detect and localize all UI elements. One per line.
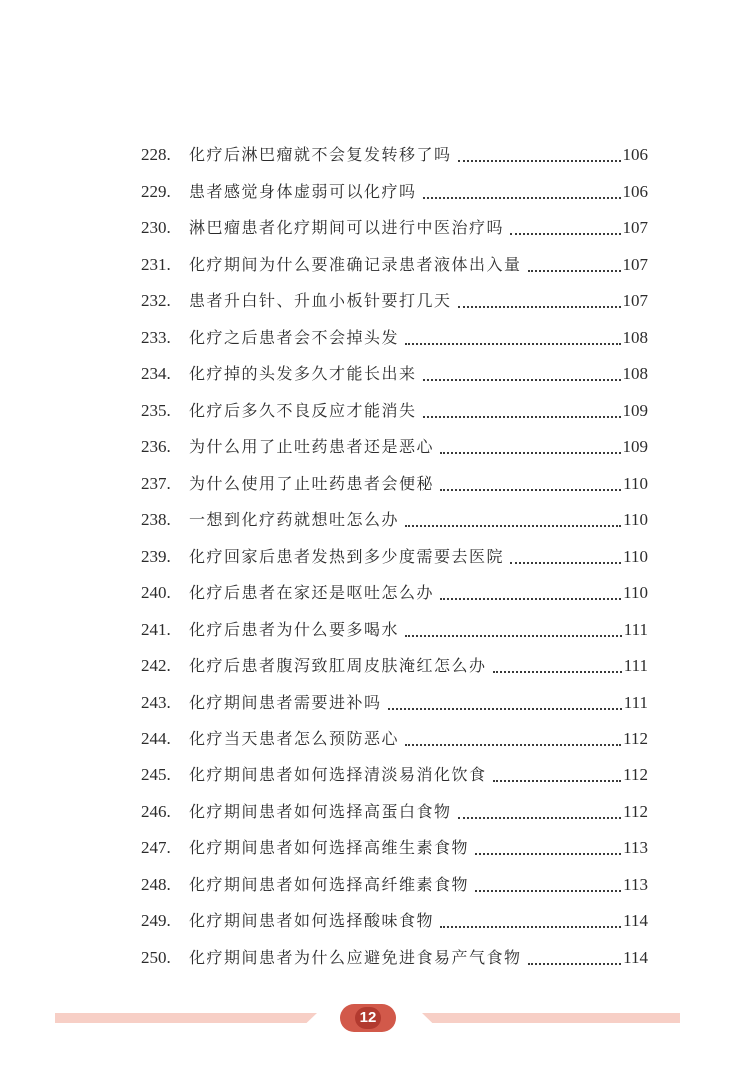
entry-number: 229.: [141, 181, 171, 201]
toc-entry[interactable]: [141, 903, 648, 939]
toc-entry[interactable]: [141, 575, 648, 611]
entry-number: 239.: [141, 546, 171, 566]
dot-leader: [388, 708, 622, 710]
entry-page: 107: [622, 254, 648, 274]
entry-page: 114: [623, 911, 648, 931]
entry-title: 化疗期间为什么要准确记录患者液体出入量: [189, 254, 522, 274]
page-footer: [0, 1000, 750, 1040]
dot-leader: [528, 963, 622, 965]
footer-decor-right: [422, 1013, 680, 1023]
entry-title: 化疗后多久不良反应才能消失: [189, 400, 417, 420]
entry-page: 107: [622, 291, 648, 311]
toc-entry[interactable]: [141, 939, 648, 975]
dot-leader: [405, 635, 622, 637]
entry-title: 患者感觉身体虚弱可以化疗吗: [189, 181, 417, 201]
table-of-contents: [141, 137, 648, 976]
entry-number: 241.: [141, 619, 171, 639]
entry-title: 化疗掉的头发多久才能长出来: [189, 364, 417, 384]
entry-page: 113: [623, 874, 648, 894]
entry-title: 化疗期间患者需要进补吗: [189, 692, 382, 712]
entry-page: 106: [622, 145, 648, 165]
dot-leader: [440, 598, 621, 600]
toc-entry[interactable]: [141, 283, 648, 319]
entry-page: 109: [622, 400, 648, 420]
entry-page: 110: [623, 546, 648, 566]
dot-leader: [405, 343, 620, 345]
entry-page: 113: [623, 838, 648, 858]
entry-number: 230.: [141, 218, 171, 238]
entry-page: 108: [622, 327, 648, 347]
page-number: 12: [355, 1007, 381, 1029]
dot-leader: [440, 926, 621, 928]
dot-leader: [405, 744, 621, 746]
entry-title: 化疗期间患者如何选择清淡易消化饮食: [189, 765, 487, 785]
entry-number: 248.: [141, 874, 171, 894]
entry-title: 化疗后淋巴瘤就不会复发转移了吗: [189, 145, 452, 165]
entry-number: 231.: [141, 254, 171, 274]
entry-page: 112: [623, 728, 648, 748]
entry-number: 234.: [141, 364, 171, 384]
entry-number: 244.: [141, 728, 171, 748]
toc-entry[interactable]: [141, 210, 648, 246]
dot-leader: [493, 780, 622, 782]
entry-title: 化疗期间患者如何选择高维生素食物: [189, 838, 470, 858]
dot-leader: [458, 817, 622, 819]
dot-leader: [528, 270, 621, 272]
entry-title: 淋巴瘤患者化疗期间可以进行中医治疗吗: [189, 218, 505, 238]
entry-page: 112: [623, 801, 648, 821]
toc-entry[interactable]: [141, 429, 648, 465]
entry-title: 化疗当天患者怎么预防恶心: [189, 728, 400, 748]
entry-title: 化疗期间患者如何选择高蛋白食物: [189, 801, 452, 821]
toc-entry[interactable]: [141, 793, 648, 829]
entry-number: 236.: [141, 437, 171, 457]
entry-number: 247.: [141, 838, 171, 858]
entry-number: 243.: [141, 692, 171, 712]
entry-title: 化疗期间患者为什么应避免进食易产气食物: [189, 947, 522, 967]
toc-entry[interactable]: [141, 538, 648, 574]
dot-leader: [493, 671, 622, 673]
toc-entry[interactable]: [141, 392, 648, 428]
entry-page: 111: [623, 692, 648, 712]
entry-page: 110: [623, 583, 648, 603]
entry-page: 111: [623, 619, 648, 639]
dot-leader: [475, 853, 621, 855]
entry-title: 一想到化疗药就想吐怎么办: [189, 510, 400, 530]
entry-number: 249.: [141, 911, 171, 931]
toc-entry[interactable]: [141, 502, 648, 538]
dot-leader: [510, 233, 620, 235]
toc-entry[interactable]: [141, 356, 648, 392]
entry-page: 106: [622, 181, 648, 201]
entry-title: 化疗之后患者会不会掉头发: [189, 327, 400, 347]
dot-leader: [440, 452, 620, 454]
entry-title: 为什么使用了止吐药患者会便秘: [189, 473, 435, 493]
entry-number: 250.: [141, 947, 171, 967]
dot-leader: [423, 416, 621, 418]
toc-entry[interactable]: [141, 137, 648, 173]
entry-page: 108: [622, 364, 648, 384]
entry-page: 112: [623, 765, 648, 785]
toc-entry[interactable]: [141, 830, 648, 866]
entry-number: 242.: [141, 656, 171, 676]
entry-page: 110: [623, 510, 648, 530]
entry-page: 110: [623, 473, 648, 493]
dot-leader: [475, 890, 621, 892]
entry-page: 111: [623, 656, 648, 676]
toc-entry[interactable]: [141, 173, 648, 209]
toc-entry[interactable]: [141, 246, 648, 282]
entry-title: 化疗期间患者如何选择酸味食物: [189, 911, 435, 931]
entry-page: 114: [623, 947, 648, 967]
toc-entry[interactable]: [141, 648, 648, 684]
entry-title: 化疗后患者在家还是呕吐怎么办: [189, 583, 435, 603]
entry-number: 235.: [141, 400, 171, 420]
entry-number: 237.: [141, 473, 171, 493]
toc-entry[interactable]: [141, 684, 648, 720]
toc-entry[interactable]: [141, 757, 648, 793]
entry-number: 238.: [141, 510, 171, 530]
toc-entry[interactable]: [141, 866, 648, 902]
entry-number: 240.: [141, 583, 171, 603]
entry-page: 109: [622, 437, 648, 457]
entry-title: 为什么用了止吐药患者还是恶心: [189, 437, 435, 457]
entry-number: 228.: [141, 145, 171, 165]
entry-number: 232.: [141, 291, 171, 311]
dot-leader: [440, 489, 621, 491]
toc-entry[interactable]: [141, 465, 648, 501]
dot-leader: [458, 160, 621, 162]
toc-entry[interactable]: [141, 611, 648, 647]
dot-leader: [423, 197, 621, 199]
entry-title: 化疗回家后患者发热到多少度需要去医院: [189, 546, 505, 566]
dot-leader: [405, 525, 621, 527]
footer-decor-left: [55, 1013, 317, 1023]
entry-title: 患者升白针、升血小板针要打几天: [189, 291, 452, 311]
toc-entry[interactable]: [141, 319, 648, 355]
toc-entry[interactable]: [141, 721, 648, 757]
entry-page: 107: [622, 218, 648, 238]
entry-title: 化疗后患者腹泻致肛周皮肤淹红怎么办: [189, 656, 487, 676]
entry-number: 246.: [141, 801, 171, 821]
entry-title: 化疗期间患者如何选择高纤维素食物: [189, 874, 470, 894]
dot-leader: [510, 562, 621, 564]
dot-leader: [458, 306, 621, 308]
entry-number: 245.: [141, 765, 171, 785]
dot-leader: [423, 379, 621, 381]
entry-title: 化疗后患者为什么要多喝水: [189, 619, 400, 639]
entry-number: 233.: [141, 327, 171, 347]
